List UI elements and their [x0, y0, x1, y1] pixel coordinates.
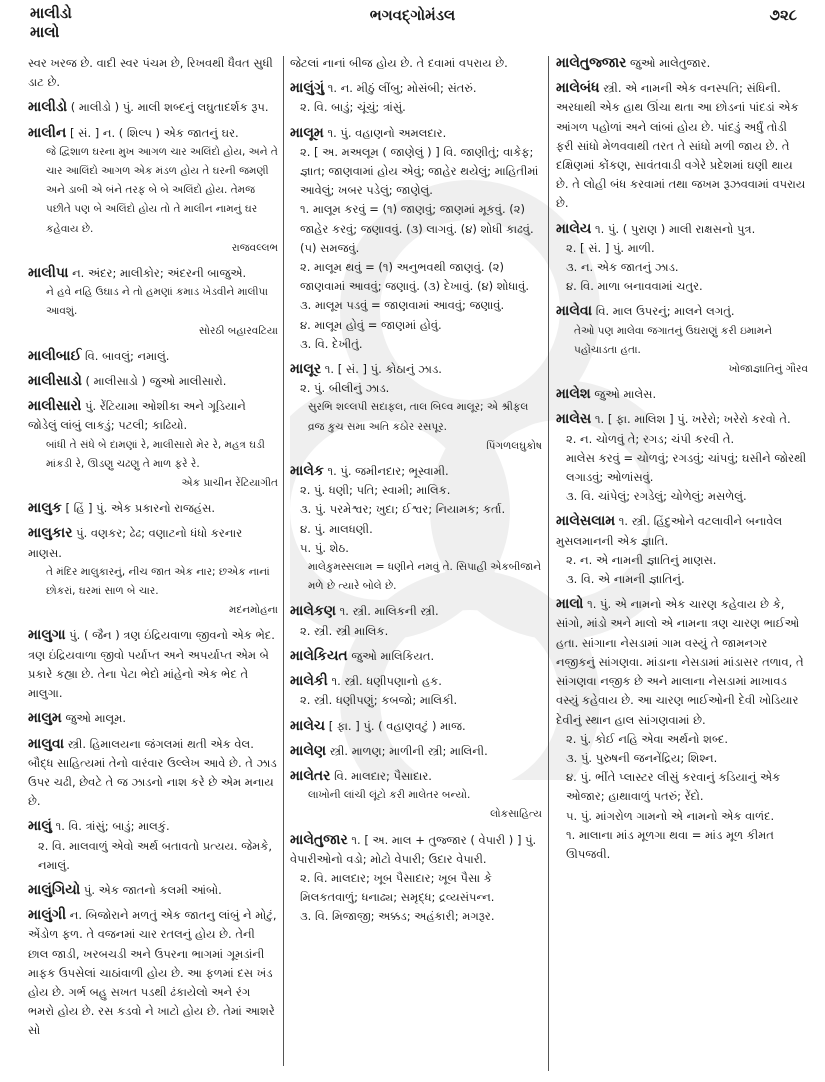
entry-main — [28, 347, 278, 366]
dictionary-entry — [556, 79, 808, 213]
sense: ૩. વિ. એ નામની જ્ઞાતિનું. — [566, 572, 685, 587]
entry-main — [556, 512, 808, 550]
headword: માલુક — [28, 500, 62, 517]
sense: ૧. માલાના માંડ મૂળગા થવા = માંડ મૂળ કીમત ઊપજવી. — [566, 827, 774, 861]
definition: વિ. માલદાર; પૈસાદાર. — [334, 768, 432, 783]
dictionary-entry — [28, 817, 278, 875]
headword: માલેય — [556, 220, 592, 237]
definition: ( માલીડો ) પું. માલી શબ્દનું લઘુતાદર્શક રૂપ. — [70, 100, 269, 115]
sense: ૩. વિ. મિજાજી; અક્કડ; અહંકારી; મગરૂર. — [300, 909, 495, 924]
headword: માલેવા — [556, 303, 593, 320]
definition: ૧. [ સં. ] પું. કોઠાનું ઝાડ. — [324, 362, 442, 377]
dictionary-entry — [556, 302, 808, 379]
dictionary-entry — [290, 647, 542, 666]
headword: માલુકાર — [28, 525, 73, 542]
sense: માલેસ કરવું = ચોળવું; રગડવું; ચાંપવું; ઘસીને જોરથી લગાડવું; ઓળાંસવું. — [566, 450, 807, 485]
guide-word-last: માલો — [30, 23, 60, 41]
dictionary-entry — [290, 742, 542, 761]
sense: ૪. માલૂમ હોવું = જાણમાં હોવું. — [300, 317, 442, 332]
entry-main — [28, 735, 278, 812]
entry-main — [290, 79, 542, 98]
column-divider — [283, 56, 284, 1066]
definition: ૧. [ અ. માલ + તુજ્જાર ( વેપારી ) ] પું. વેપારીઓનો વડો; મોટો વેપારી; ઉદાર વેપારી. — [290, 832, 537, 866]
entry-main — [28, 397, 278, 435]
definition: [ ફા. ] પું. ( વહાણવટું ) માજ. — [328, 718, 466, 733]
sense: ૨. પું. કોઈ નહિ એવા અર્થનો શબ્દ. — [566, 731, 729, 746]
definition: ( માલીસાડો ) જુઓ માલીસારો. — [85, 374, 227, 389]
entry-main — [556, 220, 808, 239]
dictionary-entry — [556, 595, 808, 864]
definition: ૧. વિ. ત્રાંસું; બાડું; માલકું. — [55, 819, 170, 834]
definition: વિ. માલ ઉપરનું; માલને લગતું. — [595, 304, 735, 319]
sense: ૨. પું. બીલીનું ઝાડ. — [300, 381, 390, 396]
entry-main — [556, 595, 808, 729]
dictionary-entry — [290, 462, 542, 596]
dictionary-entry — [556, 54, 808, 73]
headword: માલેતર — [290, 767, 331, 784]
sense: ૪. પું. ભીંતે પ્લાસ્ટર લીસું કરવાનું કડિયાનું એક ઓજાર; હાથાવાળું પતરું; રેંદો. — [566, 770, 781, 804]
headword: માલેસ — [556, 411, 592, 428]
dictionary-entry — [28, 98, 278, 117]
dictionary-entry — [28, 881, 278, 900]
definition: જુઓ માલેસ. — [594, 387, 657, 402]
citation-quote: તેઓ પણ માલેવા જગાતનું ઉઘરાણું કરી ઇમામને પહોંચાડતા હતા. — [574, 324, 773, 356]
definition: ૧. સ્ત્રી. હિંદુઓને વટલાવીને બનાવેલ મુસલમાનની એક જ્ઞાતિ. — [556, 514, 783, 548]
entry-main — [290, 602, 542, 621]
citation-quote: લાખોની લાંચી લૂંટો કરી માલેતર બન્યો. — [308, 789, 471, 802]
page-title: ભગવદ્ગોમંડલ — [369, 6, 456, 24]
dictionary-entry — [290, 360, 542, 456]
sense: ૨. ન. ચોળવું તે; રગડ; ચંપી કરવી તે. — [566, 431, 735, 446]
sense: ૨. [ અ. મઅલૂમ ( જાણેલું ) ] વિ. જાણીતું; વાકેફ; જ્ઞાત; જાણવામાં હોય એવું; જાહેર થયેલું; માહિતીમાં આવેલું; ખબર પડેલું; જાણેલું. — [300, 144, 539, 198]
column-2 — [290, 54, 542, 1078]
entry-main — [28, 499, 278, 518]
entry-main — [290, 672, 542, 691]
citation-source: લોકસાહિત્ય — [490, 808, 542, 821]
definition: ૧. સ્ત્રી. માલિકની સ્ત્રી. — [339, 604, 439, 619]
headword: માલેતુજ્જાર — [556, 55, 627, 71]
entry-main — [290, 767, 542, 786]
headword: માલુગા — [28, 627, 66, 644]
sense: ૩. ન. એક જાતનું ઝાડ. — [566, 260, 679, 275]
definition: સ્ત્રી. માળણ; માળીની સ્ત્રી; માલિની. — [329, 743, 488, 758]
entry-main — [556, 385, 808, 404]
headword: માલેણ — [290, 742, 327, 759]
headword: માલૂમ — [290, 124, 324, 141]
entry-main — [290, 462, 542, 481]
sense: ૨. ન. એ નામની જ્ઞાતિનું માણસ. — [566, 552, 717, 567]
sense: ૨. પું. ધણી; પતિ; સ્વામી; માલિક. — [300, 483, 451, 498]
sense: ૧. માલૂમ કરવું = (૧) જાણવું; જાણમાં મૂકવું. (૨) જાહેર કરવું; જણાવવું. (૩) લાગવું. (૪) શોધી કાઢવું. (૫) સમજવું. — [300, 202, 534, 255]
sense: ૨. માલૂમ થવું = (૧) અનુભવથી જાણવું. (૨) જાણવામાં આવવું; જણાવું. (૩) દેખાવું. (૪) શોધાવું. — [300, 260, 530, 294]
dictionary-entry — [28, 397, 278, 493]
entry-main — [290, 124, 542, 143]
definition: જુઓ માલૂમ. — [65, 711, 127, 726]
headword: માલુમ — [28, 710, 62, 727]
sense: ૫. પું. માંગરોળ ગામનો એ નામનો એક વાળંદ. — [566, 808, 775, 823]
definition: ન. અંદર; માલીકોર; અંદરની બાજુએ. — [72, 266, 247, 281]
entry-continuation: સ્વર ખરજ છે. વાદી સ્વર પંચમ છે, રિખવથી ધૈવત સુધી ડાટ છે. — [28, 56, 273, 90]
sense: ૨. વિ. માલવાળું એવો અર્થ બતાવતો પ્રત્યય. જેમકે, નમાલું. — [38, 838, 272, 872]
entry-main — [556, 410, 808, 429]
definition: પું. વણકર; ઢેઢ; વણાટનો ધંધો કરનાર માણસ. — [28, 526, 243, 560]
dictionary-entry — [290, 831, 542, 927]
headword: માલૂર — [290, 361, 322, 378]
dictionary-entry — [28, 906, 278, 1040]
headword: માલીબાઈ — [28, 347, 82, 364]
entry-main — [28, 709, 278, 728]
dictionary-entry — [290, 672, 542, 710]
definition: ૧. ન. મીઠું લીંબુ; મોસંબી; સંતરું. — [327, 81, 477, 96]
headword: માલુવા — [28, 735, 65, 752]
citation-quote: સુરભિ શલ્લપી સદાફલ, તાલ બિલ્વ માલૂર; એ શ્રીફલ વ્રજ કુચ સમા અતિ કઠોર રસપૂર. — [308, 401, 529, 433]
dictionary-entry — [28, 54, 278, 92]
citation-source: મદનમોહના — [228, 604, 278, 617]
entry-main — [556, 79, 808, 213]
citation-quote: જે દ્વિશાળ ઘરના મુખ આગળ ચાર અલિંદો હોય, અને તે ચાર આલિંદો આગળ એક મંડળ હોય તે ઘરની જમણી અને ડાબી એ બંને તરફ બે બે અલિંદો હોય. તેમજ પછીતે પણ બે અલિંદો હોય તો તે માલીન નામનું ઘર કહેવાય છે. — [46, 145, 278, 235]
dictionary-entry — [28, 626, 278, 703]
definition: પું. એક જાતનો કલમી આંબો. — [83, 882, 222, 897]
entry-main — [290, 742, 542, 761]
sense: ૩. વિ. ચાંપેલું; રગડેલું; ચોળેલું; મસળેલું. — [566, 489, 747, 504]
headword: માલેકણ — [290, 603, 336, 620]
citation-quote: માલેકુમસ્સલામ = ધણીને નમવું તે. સિપાહી એકબીજાને મળે છે ત્યારે બોલે છે. — [308, 561, 542, 593]
headword: માલુંગિયો — [28, 881, 81, 898]
dictionary-entry — [290, 767, 542, 825]
headword: માલીસાડો — [28, 373, 82, 390]
dictionary-entry — [290, 124, 542, 354]
page-header — [0, 0, 825, 52]
sense: ૫. પું. શેઠ. — [300, 540, 349, 555]
definition: પું. ( જૈન ) ત્રણ ઇંદ્રિયવાળા જીવનો એક ભેદ. ત્રણ ઇંદ્રિયવાળા જીવો પર્યાપ્ત અને અપર્યાપ્ત એમ બે પ્રકારે કહ્યા છે. તેના પેટા ભેદો માંહેનો એક ભેદ તે માલુગા. — [28, 628, 275, 701]
citation-quote: બાંધી તે સંધે બે દામણાં રે, માલીસારો મેર રે, મહત્ર ઘડી માંકડી રે, ઊડણુ ચઢણુ તે માળ ફરે રે. — [46, 438, 265, 470]
sense: ૨. સ્ત્રી. ધણીપણું; કબજો; માલિકી. — [300, 693, 458, 708]
headword: માલેબંધ — [556, 80, 600, 97]
dictionary-entry — [28, 709, 278, 728]
sense: ૩. પું. પરમેશ્વર; ખુદા; ઈશ્વર; નિયામક; કર્તા. — [300, 502, 506, 517]
dictionary-entry — [28, 524, 278, 620]
headword: માલેતુજાર — [290, 831, 348, 848]
entry-main — [290, 360, 542, 379]
headword: માલેક — [290, 463, 324, 480]
guide-word-first: માલીડો — [30, 4, 72, 22]
headword: માલીડો — [28, 99, 68, 116]
dictionary-entry — [290, 717, 542, 736]
sense: ૨. [ સં. ] પું. માળી. — [566, 240, 655, 255]
entry-main — [28, 124, 278, 143]
entry-main — [28, 906, 278, 1040]
definition: ન. બિજોરાને મળતું એક જાતનુ લાંબું ને મોટું, એંડોળ ફળ. તે વજનમાં ચાર રતલનું હોય છે. તેની છાલ જાડી, ખરબચડી અને ઉપરના ભાગમાં ગૂમડાંની માફક ઉપસેલાં ચાઠાંવાળી હોય છે. આ ફળમાં દસ ખંડ હોય છે. ગર્ભ બહુ સખત પડથી ઢંકાયેલો અને રંગ ભમરો હોય છે. રસ કડવો ને ખાટો હોય છે. તેમાં આશરે સો — [28, 908, 277, 1038]
sense: ૨. સ્ત્રી. સ્ત્રી માલિક. — [300, 623, 389, 638]
dictionary-entry — [28, 735, 278, 812]
dictionary-entry — [28, 499, 278, 518]
entry-main — [290, 647, 542, 666]
definition: ૧. પું. એ નામનો એક ચારણ કહેવાય છે કે, સાંગો, માંડો અને માલો એ નામના ત્રણ ચારણ ભાઈઓ હતા. સાંગાના નેસડામાં ગામ વસ્યું તે જામનગર નજીકનું સાંગણવા. માંડાના નેસડામાં માંડાસર તળાવ, તે સાંગણવા નજીક છે અને માલાના નેસડામાં માખાવડ વસ્યું કહેવાય છે. આ ચારણ ભાઈઓની દેવી ખોડિયાર દેવીનું સ્થાન હાલ સાંગણવામાં છે. — [556, 597, 804, 727]
dictionary-entry — [556, 385, 808, 404]
definition: [ સં. ] ન. ( શિલ્પ ) એક જાતનું ઘર. — [70, 125, 239, 140]
sense: ૩. માલૂમ પડવું = જાણવામાં આવવું; જણાવું. — [300, 298, 505, 313]
headword: માલેશ — [556, 386, 591, 403]
entry-main — [290, 831, 542, 869]
dictionary-entry — [556, 410, 808, 506]
dictionary-entry — [28, 264, 278, 341]
dictionary-entry — [28, 347, 278, 366]
citation-source: પિંગળલઘુકોષ — [486, 439, 542, 452]
citation-source: સોરઠી બહારવટિયા — [198, 324, 278, 337]
headword: માલેચ — [290, 717, 326, 734]
definition: ૧. [ ફા. માલિશ ] પું. ખરેરો; ખરેરો કરવો તે. — [594, 412, 791, 427]
definition: પું. રેંટિયામા ઓશીકા અને ગૂડિયાને જોડેલું લાંબું લાકડું; પટલી; કાઢિયો. — [28, 399, 246, 433]
headword: માલુંગું — [290, 80, 325, 97]
headword: માલીન — [28, 124, 67, 141]
dictionary-entry — [556, 220, 808, 297]
entry-main — [28, 372, 278, 391]
sense: ૩. પું. પુરુષની જનનેંદ્રિય; શિશ્ન. — [566, 750, 718, 765]
headword: માલીપા — [28, 265, 69, 282]
definition: [ હિં ] પું. એક પ્રકારનો રાજહંસ. — [65, 501, 216, 516]
sense: ૪. વિ. માળા બનાવવામાં ચતુર. — [566, 279, 703, 294]
headword: માલીસારો — [28, 398, 82, 415]
sense: ૪. પું. માલધણી. — [300, 521, 373, 536]
definition: સ્ત્રી. એ નામની એક વનસ્પતિ; સંધિની. અરધાથી એક હાથ ઊંચા થતા આ છોડનાં પાંદડાં એક આંગળ પહોળાં અને લાંબાં હોય છે. પાંદડું અર્ધું તોડી ફરી સાંધો મેળવવાથી તરત તે સાંધો મળી જાય છે. તે દક્ષિણમાં કોંકણ, સાવંતવાડી વગેરે પ્રદેશમાં ઘણી થાય છે. તે લોહી બંધ કરવામાં તથા જખમ રૂઝવવામાં વપરાય છે. — [556, 81, 806, 211]
sense: ૩. વિ. દેખીતું. — [300, 336, 363, 351]
entry-main — [28, 881, 278, 900]
dictionary-entry — [290, 79, 542, 117]
citation-source: રાજવલ્લભ — [231, 241, 278, 254]
entry-main — [28, 817, 278, 836]
entry-main — [28, 524, 278, 562]
page-number: ૭૨૮ — [769, 6, 797, 24]
definition: સ્ત્રી. હિમાલયના જંગલમાં થતી એક વેલ. બૌદ્ધ સાહિત્યમાં તેનો વારંવાર ઉલ્લેખ આવે છે. તે ઝાડ ઉપર ચઢી, છેવટે તે જ ઝાડનો નાશ કરે છે એમ મનાય છે. — [28, 736, 277, 809]
dictionary-entry — [28, 372, 278, 391]
definition: વિ. બાવલું; નમાલું. — [85, 348, 170, 363]
column-1 — [28, 54, 278, 1078]
dictionary-entry — [290, 602, 542, 640]
column-divider — [548, 56, 549, 1071]
headword: માલેસલામ — [556, 513, 616, 530]
headword: માલું — [28, 818, 52, 835]
entry-main — [556, 302, 808, 321]
headword: માલુંગી — [28, 907, 67, 924]
definition: જુઓ માલેતુજાર. — [630, 56, 711, 70]
citation-source: ખોજાજ્ઞાતિનું ગૌરવ — [728, 363, 808, 376]
definition: ૧. પું. જમીનદાર; ભૂસ્વામી. — [327, 464, 449, 479]
headword: માલેકી — [290, 673, 328, 690]
sense: ૨. વિ. માલદાર; ખૂબ પૈસાદાર; ખૂબ પૈસા કે મિલકતવાળું; ધનાઢ્ય; સમૃદ્ધ; દ્રવ્યસંપન્ન. — [300, 870, 495, 905]
definition: જુઓ માલિકિયત. — [351, 648, 435, 663]
dictionary-entry — [290, 54, 542, 73]
definition: ૧. સ્ત્રી. ધણીપણાનો હક. — [331, 674, 442, 689]
dictionary-entry — [556, 512, 808, 589]
definition: ૧. પું. ( પુરાણ ) માલી રાક્ષસનો પુત્ર. — [595, 221, 756, 236]
definition: ૧. પું. વહાણનો અમલદાર. — [327, 125, 447, 140]
entry-main — [28, 626, 278, 703]
entry-main — [556, 54, 808, 73]
headword: માલો — [556, 596, 584, 613]
citation-quote: ને હવે નહિ ઉઘાડ ને તો હમણાં કમાડ ખેડવીને માલીપા આવશું. — [46, 286, 268, 318]
headword: માલેકિયત — [290, 647, 348, 664]
entry-continuation: જેટલાં નાનાં બીજ હોય છે. તે દવામાં વપરાય છે. — [290, 56, 508, 70]
entry-main — [28, 98, 278, 117]
citation-quote: તે મંદિર માલુકારનું, નીચ જાત એક નાર; છએક નાનાં છોકરાં, ઘરમાં સાળ બે ચાર. — [46, 565, 270, 598]
entry-main — [28, 264, 278, 283]
dictionary-entry — [28, 124, 278, 258]
column-3 — [556, 54, 808, 1078]
sense: ૨. વિ. બાડું; ચૂંચું; ત્રાંસું. — [300, 100, 406, 115]
citation-source: એક પ્રાચીન રેંટિયાગીત — [181, 477, 278, 490]
entry-main — [290, 717, 542, 736]
